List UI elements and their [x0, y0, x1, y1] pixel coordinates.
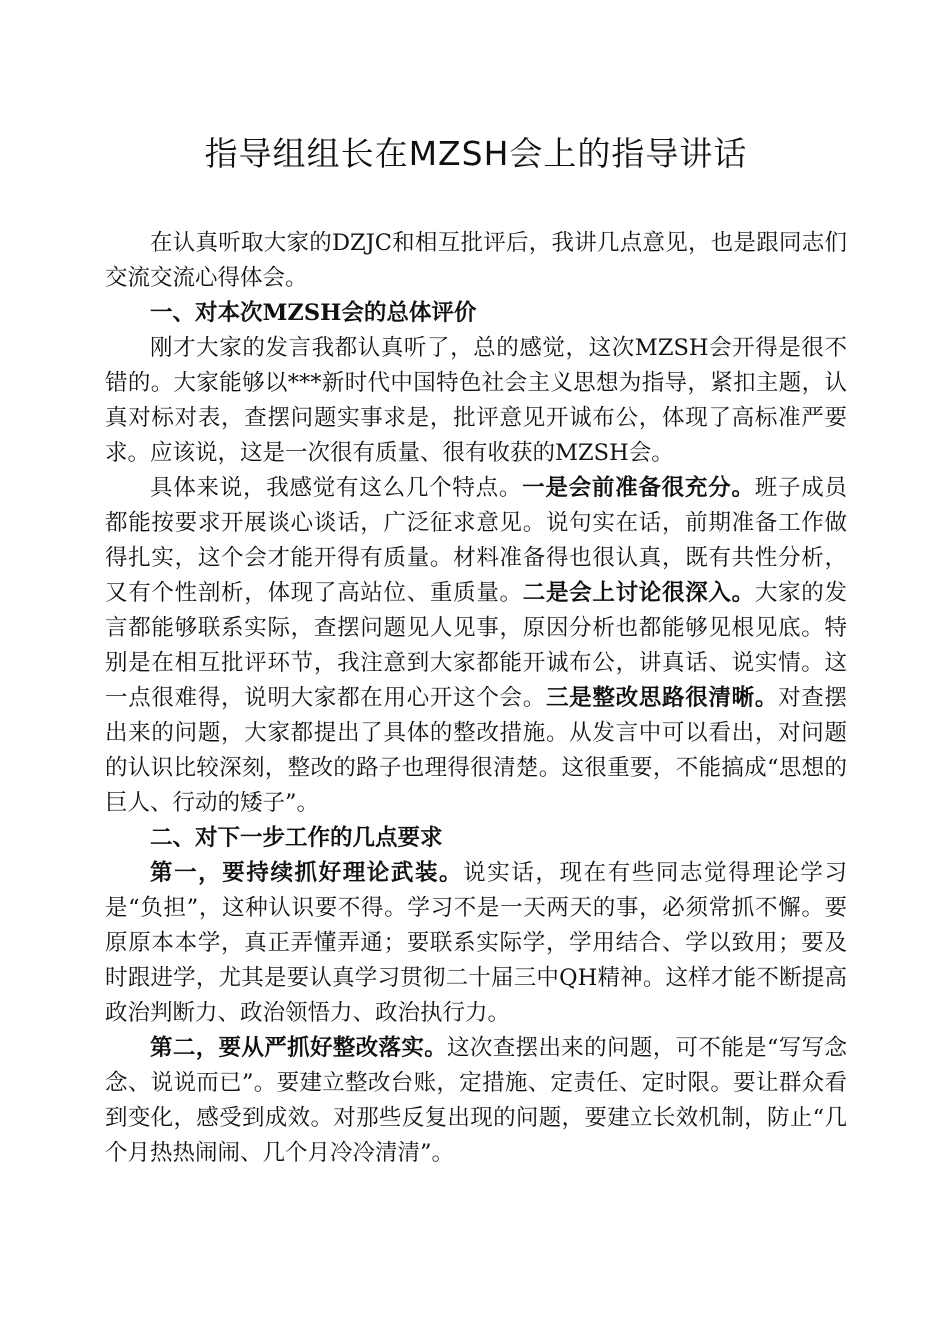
document-page: [105, 128, 847, 1171]
section-1-paragraph-2: [105, 471, 847, 821]
feature-2-text: 大家的发言都能够联系实际，查摆问题见人见事，原因分析也都能够见根见底。特别是在相互批评环节，我注意到大家都能开诚布公，讲真话、说实情。这一点很难得，说明大家都在用心开这个会。: [105, 580, 847, 711]
section-1-paragraph-1: 刚才大家的发言我都认真听了，总的感觉，这次MZSH会开得是很不错的。大家能够以***新时代中国特色社会主义思想为指导，紧扣主题，认真对标对表，查摆问题实事求是，批评意见开诚布公，体现了高标准严要求。应该说，这是一次很有质量、很有收获的MZSH会。: [105, 335, 847, 466]
feature-1-label: 一是会前准备很充分。: [522, 475, 755, 501]
feature-2-label: 二是会上讨论很深入。: [522, 580, 755, 606]
section-1-heading: 一、对本次MZSH会的总体评价: [150, 300, 477, 326]
requirement-2-paragraph: [105, 1031, 847, 1171]
features-lead: 具体来说，我感觉有这么几个特点。: [150, 475, 523, 501]
section-2-heading: 二、对下一步工作的几点要求: [150, 825, 443, 851]
requirement-1-text: 说实话，现在有些同志觉得理论学习是“负担”，这种认识要不得。学习不是一天两天的事，必须常抓不懈。要原原本本学，真正弄懂弄通；要联系实际学，学用结合、学以致用；要及时跟进学，尤其是要认真学习贯彻二十届三中QH精神。这样才能不断提高政治判断力、政治领悟力、政治执行力。: [105, 860, 847, 1026]
intro-paragraph: 在认真听取大家的DZJC和相互批评后，我讲几点意见，也是跟同志们交流交流心得体会。: [105, 230, 847, 291]
feature-3-label: 三是整改思路很清晰。: [545, 685, 779, 711]
feature-3-text: 对查摆出来的问题，大家都提出了具体的整改措施。从发言中可以看出，对问题的认识比较深刻，整改的路子也理得很清楚。这很重要，不能搞成“思想的巨人、行动的矮子”。: [105, 685, 847, 816]
document-title: 指导组组长在MZSH会上的指导讲话: [204, 134, 748, 173]
requirement-2-label: 第二，要从严抓好整改落实。: [150, 1035, 448, 1061]
requirement-1-label: 第一，要持续抓好理论武装。: [150, 860, 464, 886]
requirement-2-text: 这次查摆出来的问题，可不能是“写写念念、说说而已”。要建立整改台账，定措施、定责任、定时限。要让群众看到变化，感受到成效。对那些反复出现的问题，要建立长效机制，防止“几个月热热闹闹、几个月冷冷清清”。: [105, 1035, 847, 1166]
requirement-1-paragraph: [105, 856, 847, 1031]
feature-1-text: 班子成员都能按要求开展谈心谈话，广泛征求意见。说句实在话，前期准备工作做得扎实，这个会才能开得有质量。材料准备得也很认真，既有共性分析，又有个性剖析，体现了高站位、重质量。: [105, 475, 847, 606]
